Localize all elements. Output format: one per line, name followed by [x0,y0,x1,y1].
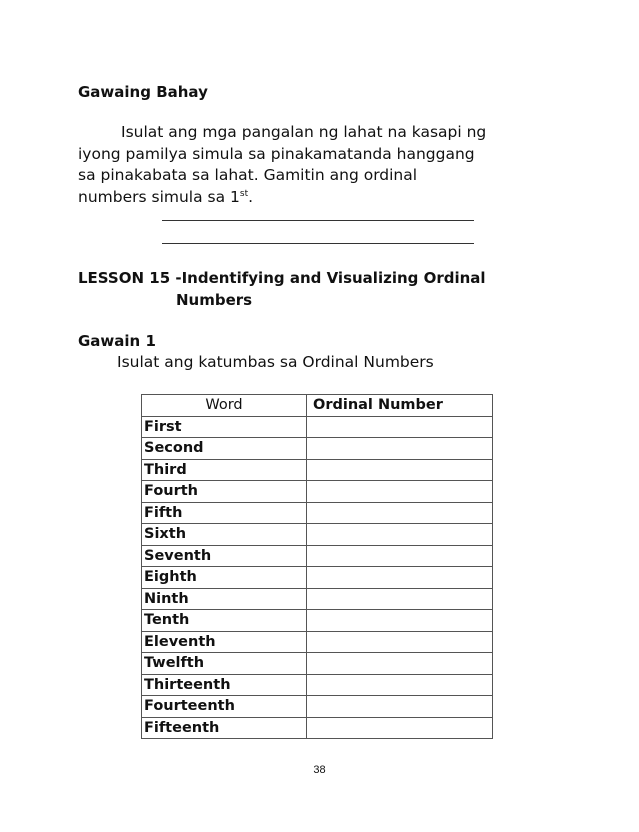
table-header-row [142,395,493,417]
instruction-line: sa pinakabata sa lahat. Gamitin ang ordinal [78,166,418,184]
table-row [142,610,493,632]
table-row [142,588,493,610]
column-header-ordinal: Ordinal Number [307,395,493,417]
activity-instruction: Isulat ang katumbas sa Ordinal Numbers [117,353,434,371]
page-number: 38 [313,764,326,776]
word-cell: Eighth [142,567,307,589]
answer-blank-line[interactable] [162,243,474,244]
table-body [142,416,493,739]
ordinal-answer-cell[interactable] [307,610,493,632]
ordinal-answer-cell[interactable] [307,717,493,739]
ordinal-answer-cell[interactable] [307,567,493,589]
ordinal-answer-cell[interactable] [307,674,493,696]
word-cell: Fifth [142,502,307,524]
ordinal-answer-cell[interactable] [307,545,493,567]
word-cell: Second [142,438,307,460]
table-row [142,416,493,438]
ordinal-answer-cell[interactable] [307,653,493,675]
word-cell: Tenth [142,610,307,632]
word-cell: Fourth [142,481,307,503]
table-row [142,653,493,675]
table-row [142,481,493,503]
word-cell: Seventh [142,545,307,567]
word-cell: Eleventh [142,631,307,653]
lesson-title-continued: Numbers [176,291,253,309]
table-row [142,459,493,481]
ordinal-answer-cell[interactable] [307,588,493,610]
instruction-period: . [248,188,254,206]
table-row [142,545,493,567]
ordinal-answer-cell[interactable] [307,416,493,438]
table-row [142,631,493,653]
table-row [142,502,493,524]
ordinal-answer-cell[interactable] [307,438,493,460]
table-row [142,438,493,460]
table-row [142,567,493,589]
ordinal-answer-cell[interactable] [307,631,493,653]
superscript-st: st [239,189,249,199]
word-cell: Fifteenth [142,717,307,739]
ordinal-answer-cell[interactable] [307,459,493,481]
word-cell: Third [142,459,307,481]
instruction-text: numbers simula sa 1 [78,188,240,206]
ordinal-answer-cell[interactable] [307,696,493,718]
word-cell: Twelfth [142,653,307,675]
word-cell: Thirteenth [142,674,307,696]
ordinal-answer-cell[interactable] [307,481,493,503]
table-row [142,717,493,739]
instruction-line: Isulat ang mga pangalan ng lahat na kasapi ng [121,123,487,141]
column-header-word: Word [142,395,307,417]
lesson-title: LESSON 15 -Indentifying and Visualizing Ordinal [78,269,486,287]
ordinal-answer-cell[interactable] [307,502,493,524]
ordinal-table [141,394,493,739]
activity-title: Gawain 1 [78,332,156,350]
homework-title: Gawaing Bahay [78,83,208,101]
word-cell: Sixth [142,524,307,546]
ordinal-answer-cell[interactable] [307,524,493,546]
table-row [142,524,493,546]
table-row [142,674,493,696]
instruction-line [78,187,253,209]
table-row [142,696,493,718]
word-cell: First [142,416,307,438]
word-cell: Fourteenth [142,696,307,718]
instruction-line: iyong pamilya simula sa pinakamatanda hanggang [78,145,475,163]
answer-blank-line[interactable] [162,220,474,221]
word-cell: Ninth [142,588,307,610]
